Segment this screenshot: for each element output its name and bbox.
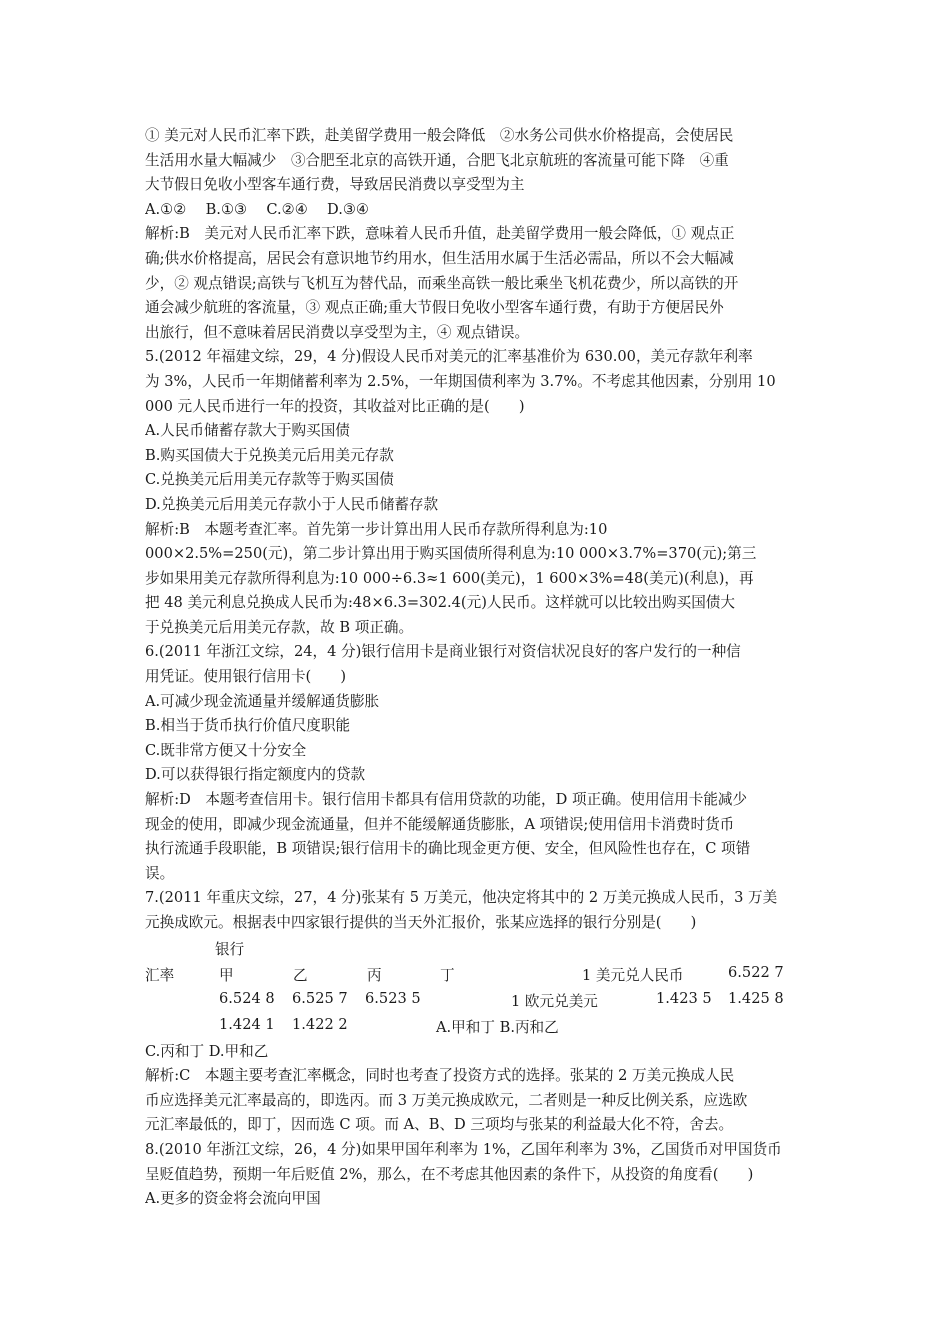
document-page xyxy=(145,124,813,1212)
text-line: 通会减少航班的客流量，③ 观点正确;重大节假日免收小型客车通行费，有助于方便居民外 xyxy=(145,299,724,317)
analysis-line: 解析:D 本题考查信用卡。银行信用卡都具有信用贷款的功能，D 项正确。使用信用卡能减少 xyxy=(145,791,748,809)
text-line: 生活用水量大幅减少 ③合肥至北京的高铁开通，合肥飞北京航班的客流量可能下降 ④重 xyxy=(145,151,729,169)
table-bank-ding: 丁 xyxy=(440,966,455,984)
text-line: ① 美元对人民币汇率下跌，赴美留学费用一般会降低 ②水务公司供水价格提高，会使居民 xyxy=(145,127,734,144)
option-a: A.更多的资金将会流向甲国 xyxy=(145,1190,321,1208)
text-line: 步如果用美元存款所得利息为:10 000÷6.3≈1 600(美元)，1 600×3%=48(美元)(利息)，再 xyxy=(145,569,754,587)
table-cell: 6.525 7 xyxy=(292,989,348,1007)
table-cell: 1.425 8 xyxy=(728,989,784,1007)
question-6: 6.(2011 年浙江文综，24，4 分)银行信用卡是商业银行对资信状况良好的客户发行的一种信 xyxy=(145,643,741,661)
table-usd-cny-label: 1 美元兑人民币 xyxy=(582,966,684,984)
table-header-bank: 银行 xyxy=(215,940,245,958)
question-8: 8.(2010 年浙江文综，26，4 分)如果甲国年利率为 1%，乙国年利率为 3%，乙国货币对甲国货币 xyxy=(145,1140,782,1158)
text-line: 元换成欧元。根据表中四家银行提供的当天外汇报价，张某应选择的银行分别是( ) xyxy=(145,914,697,931)
table-eur-usd-label: 1 欧元兑美元 xyxy=(511,992,598,1010)
option-a: A.人民币储蓄存款大于购买国债 xyxy=(145,422,350,440)
text-line: 000×2.5%=250(元)，第二步计算出用于购买国债所得利息为:10 000×3.7%=370(元);第三 xyxy=(145,545,757,563)
text-line: 误。 xyxy=(145,864,175,882)
table-cell: 1.422 2 xyxy=(292,1015,348,1033)
option-c: C.既非常方便又十分安全 xyxy=(145,741,307,759)
table-cell: 1.424 1 xyxy=(219,1015,275,1033)
text-line: 000 元人民币进行一年的投资，其收益对比正确的是( ) xyxy=(145,397,525,415)
text-line: 元汇率最低的，即丁，因而选 C 项。而 A、B、D 三项均与张某的利益最大化不符，舍去。 xyxy=(145,1116,734,1134)
text-line: 大节假日免收小型客车通行费，导致居民消费以享受型为主 xyxy=(145,176,525,194)
option-d: D.可以获得银行指定额度内的贷款 xyxy=(145,766,366,784)
table-bank-jia: 甲 xyxy=(219,966,234,984)
question-5: 5.(2012 年福建文综，29，4 分)假设人民币对美元的汇率基准价为 630.00，美元存款年利率 xyxy=(145,348,753,366)
text-line: 少，② 观点错误;高铁与飞机互为替代品，而乘坐高铁一般比乘坐飞机花费少，所以高铁的开 xyxy=(145,274,739,292)
analysis-line: 解析:C 本题主要考查汇率概念，同时也考查了投资方式的选择。张某的 2 万美元换成人民 xyxy=(145,1067,735,1085)
analysis-line: 解析:B 本题考查汇率。首先第一步计算出用人民币存款所得利息为:10 xyxy=(145,520,608,538)
text-line: 于兑换美元后用美元存款，故 B 项正确。 xyxy=(145,618,414,636)
table-bank-bing: 丙 xyxy=(367,966,382,984)
option-d: D.兑换美元后用美元存款小于人民币储蓄存款 xyxy=(145,495,439,513)
option-a: A.可减少现金流通量并缓解通货膨胀 xyxy=(145,692,380,710)
table-cell: 1.423 5 xyxy=(656,989,712,1007)
text-line: 出旅行，但不意味着居民消费以享受型为主，④ 观点错误。 xyxy=(145,323,530,341)
option-c: C.兑换美元后用美元存款等于购买国债 xyxy=(145,471,394,489)
text-block-top xyxy=(145,124,813,936)
text-line: 用凭证。使用银行信用卡( ) xyxy=(145,668,347,686)
text-line: 执行流通手段职能，B 项错误;银行信用卡的确比现金更方便、安全，但风险性也存在，C 项错 xyxy=(145,840,751,858)
table-cell: 6.523 5 xyxy=(365,989,421,1007)
text-block-bottom xyxy=(145,1040,813,1212)
text-line: 为 3%，人民币一年期储蓄利率为 2.5%，一年期国债利率为 3.7%。不考虑其他因素，分别用 10 xyxy=(145,372,776,390)
text-line: 确;供水价格提高，居民会有意识地节约用水，但生活用水属于生活必需品，所以不会大幅减 xyxy=(145,249,734,267)
table-bank-yi: 乙 xyxy=(293,966,308,984)
text-line: 币应选择美元汇率最高的，即选丙。而 3 万美元换成欧元，二者则是一种反比例关系，应选欧 xyxy=(145,1091,748,1109)
option-b: B.购买国债大于兑换美元后用美元存款 xyxy=(145,446,394,464)
analysis-line: 解析:B 美元对人民币汇率下跌，意味着人民币升值，赴美留学费用一般会降低，① 观点正 xyxy=(145,225,735,243)
answer-options-ab: A.甲和丁 B.丙和乙 xyxy=(436,1018,559,1036)
text-line: 把 48 美元利息兑换成人民币为:48×6.3=302.4(元)人民币。这样就可以比较出购买国债大 xyxy=(145,594,735,612)
answer-options-cd: C.丙和丁 D.甲和乙 xyxy=(145,1042,269,1060)
table-cell: 6.522 7 xyxy=(728,963,784,981)
table-cell: 6.524 8 xyxy=(219,989,275,1007)
option-b: B.相当于货币执行价值尺度职能 xyxy=(145,717,351,735)
text-line: 现金的使用，即减少现金流通量，但并不能缓解通货膨胀，A 项错误;使用信用卡消费时货币 xyxy=(145,815,735,833)
text-line: 呈贬值趋势，预期一年后贬值 2%，那么，在不考虑其他因素的条件下，从投资的角度看( ) xyxy=(145,1165,754,1183)
question-7: 7.(2011 年重庆文综，27，4 分)张某有 5 万美元，他决定将其中的 2 万美元换成人民币，3 万美 xyxy=(145,889,778,907)
table-header-rate: 汇率 xyxy=(145,966,175,984)
answer-options: A.①② B.①③ C.②④ D.③④ xyxy=(145,200,370,218)
exchange-rate-table xyxy=(145,936,813,1034)
